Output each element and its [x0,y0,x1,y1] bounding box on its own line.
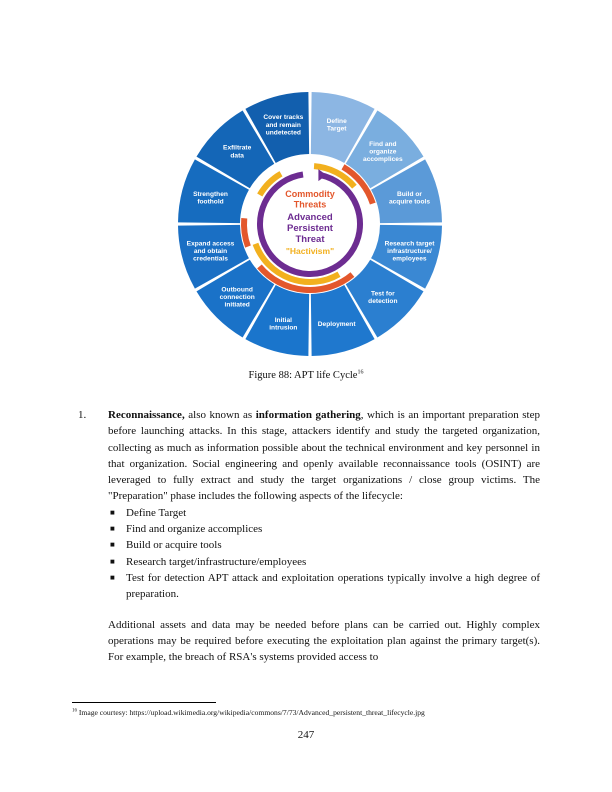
segment-label-line: connection [219,294,255,302]
term-information-gathering: information gathering [255,409,361,421]
segment-label [327,118,348,133]
segment-label [263,114,303,136]
segment-label-line: credentials [193,255,228,263]
segment-label-line: infrastructure/ [387,247,432,255]
hactivism-label [286,246,334,256]
segment-label-line: Expand access [186,240,235,248]
segment-label-line: data [230,152,244,160]
segment-label-line: Target [326,125,347,133]
segment-label-line: Define [326,118,347,126]
segment-label-line: acquire tools [388,198,431,206]
segment-label [368,290,397,305]
segment-label-line: Build or [397,190,422,198]
caption-footnote-ref: 16 [357,369,364,376]
segment-label-line: Test for [370,290,395,298]
bullet-text: Build or acquire tools [126,539,222,552]
segment-label-line: undetected [265,129,301,137]
segment-label-line: Cover tracks [263,114,304,122]
bullet-icon: ■ [110,507,115,517]
segment-label-line: organize [369,148,397,156]
segment-label-line: and remain [265,121,301,129]
segment-label-line: Research target [384,240,435,248]
segment-label-line: employees [392,255,427,263]
footnote-text: Image courtesy: https://upload.wikimedia.org/wikipedia/commons/7/73/Advanced_persistent_threat_lifecycle.jpg [77,708,425,717]
apt-label-line: Threat [295,233,325,245]
page-number: 247 [297,729,315,741]
numbered-item [78,407,540,665]
segment-label-line: initiated [224,301,250,309]
figure-caption [0,370,612,381]
segment-label [193,191,228,206]
item-number: 1. [78,409,87,421]
segment-label-line: intrusion [269,324,298,332]
list-item [108,570,540,603]
bullet-text: Research target/infrastructure/employees [126,555,307,568]
segment-label-line: Exfiltrate [223,144,252,152]
footnote [72,708,425,717]
item-body [108,407,540,665]
term-reconnaissance: Reconnaissance, [108,409,185,421]
caption-text: Figure 88: APT life Cycle [248,370,358,381]
segment-label-line: accomplices [363,156,403,164]
segment-label-line: Find and [369,140,397,148]
list-item [108,537,540,553]
segment-label [318,321,357,328]
hactivism-label-line: "Hactivism" [285,246,335,256]
bullet-icon: ■ [110,556,115,566]
footnote-marker: 16 [72,708,77,714]
apt-label-line: Advanced [287,212,333,223]
segment-label-line: Initial [274,316,292,324]
apt-lifecycle-figure [170,84,450,364]
additional-assets-paragraph: Additional assets and data may be needed before plans can be carried out. Highly complex operations may be required before executing the exploitation plan against the primary target(s). For example, the breach of RSA's systems provided access to [108,618,540,664]
segment-label [220,287,255,309]
segment-label-line: Outbound [221,286,253,294]
segment-label-line: Strengthen [193,190,228,198]
bullet-text: Find and organize accomplices [126,523,263,536]
apt-lifecycle-diagram [170,84,450,364]
apt-label-line: Persistent [287,222,333,234]
item-text-1: also known as [184,409,256,421]
list-item [108,505,540,521]
bullet-icon: ■ [110,524,115,534]
commodity-threats-label-line: Threats [293,199,327,210]
item-text-2: , which is an important preparation step before launching attacks. In this stage, attackers identify and study the targeted organization, collecting as much as information possible about the technical environment and key personnel in that organization. Social engineering and openly available reconnaissance tools (OSINT) are leveraged to fully extract and study the target organizations / close group victims. The "Preparation" phase includes the following aspects of the lifecycle: [108,409,540,503]
item-intro-paragraph [108,407,540,505]
segment-label-line: detection [368,297,398,305]
bullet-icon: ■ [110,572,115,582]
list-item [108,521,540,537]
commodity-threats-label-line: Commodity [285,189,335,199]
bullet-text: Test for detection APT attack and exploitation operations typically involve a high degree of preparation. [126,571,540,601]
preparation-bullet-list [108,505,540,603]
bullet-icon: ■ [110,540,115,550]
segment-label-line: and obtain [193,247,228,255]
segment-label-line: foothold [197,198,224,206]
list-item [108,554,540,570]
footnote-divider [72,702,216,703]
segment-label-line: Deployment [317,320,356,328]
bullet-text: Define Target [126,506,187,519]
